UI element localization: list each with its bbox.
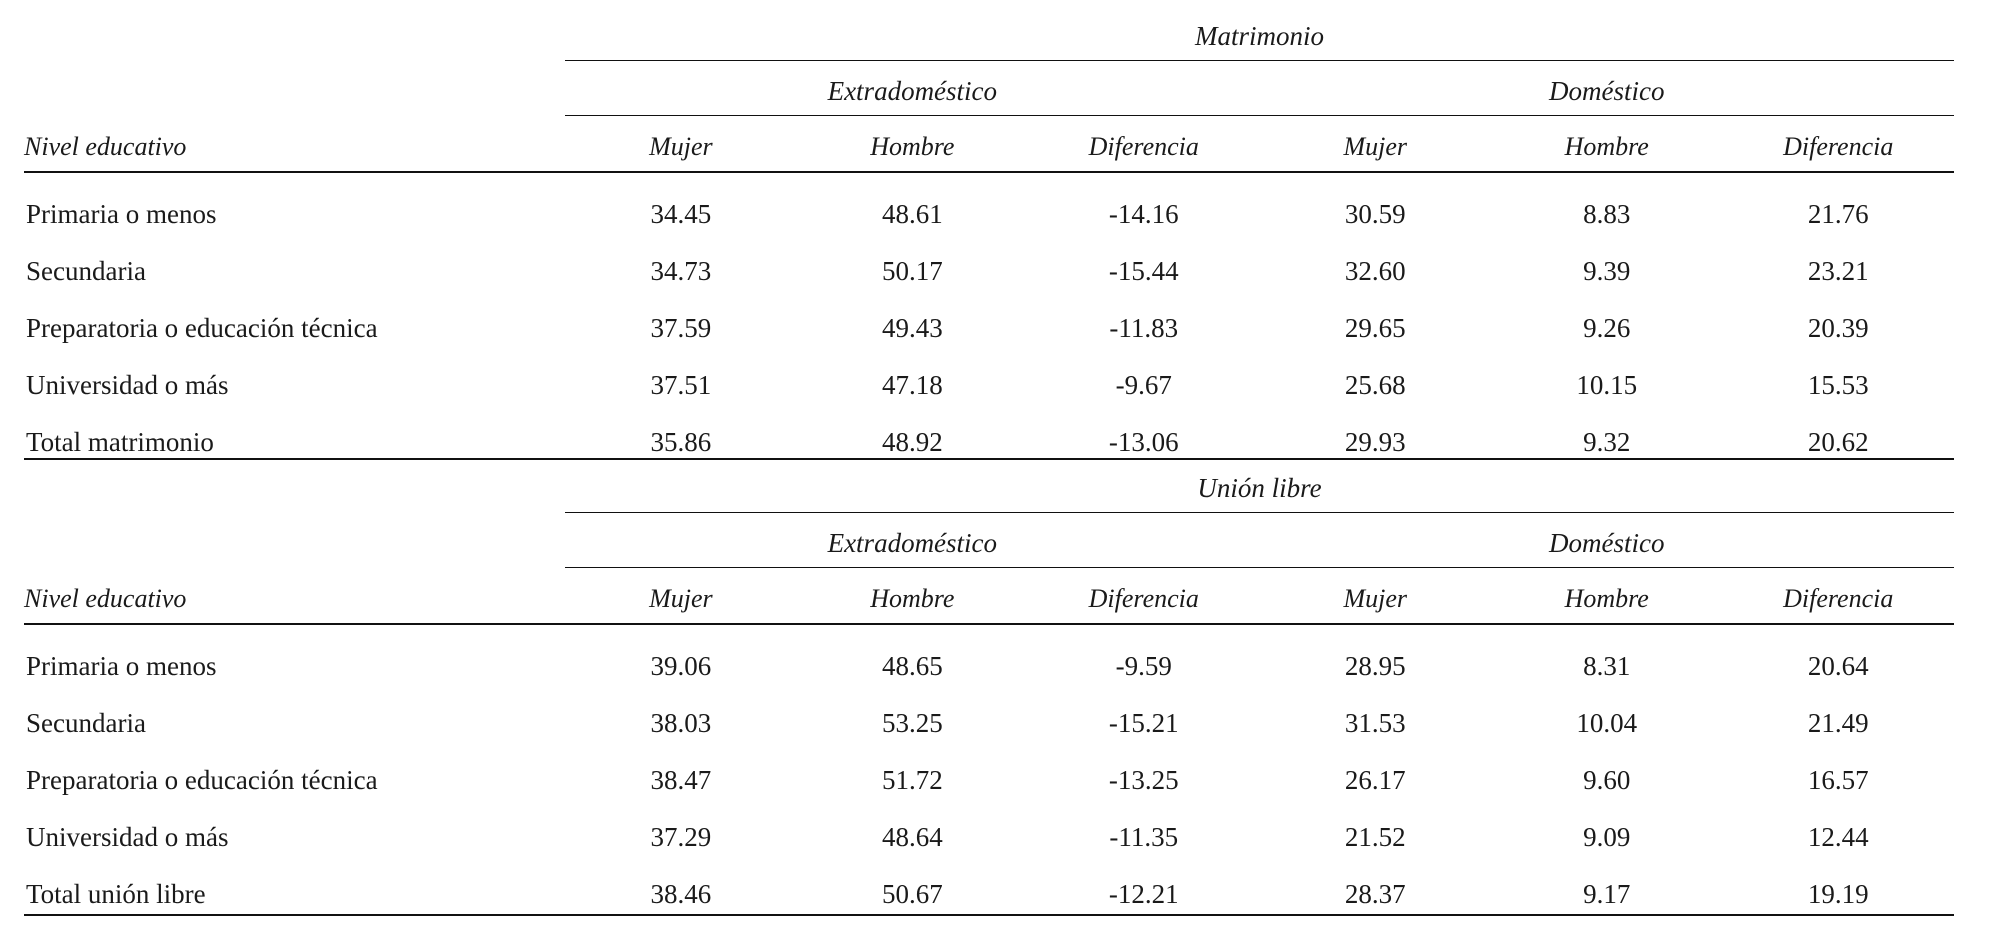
panel-title: Unión libre [565,460,1954,513]
group-title-domestico: Doméstico [1260,61,1954,116]
empty-corner [24,8,565,61]
cell-value: 48.64 [881,822,943,852]
column-header-diferencia-domestico: Diferencia [1783,132,1894,161]
row-label: Total matrimonio [26,427,214,457]
row-label: Total unión libre [26,879,206,909]
cell-value: 8.31 [1583,651,1631,681]
cell-value-inner: 29.93 [1344,427,1406,457]
row-label: Secundaria [26,256,146,286]
cell-value: 10.15 [1576,370,1638,400]
column-header-nivel-educativo: Nivel educativo [24,132,187,161]
cell-value: 30.59 [1344,199,1406,229]
column-header-diferencia-extradomestico: Diferencia [1088,584,1199,613]
cell-value: -13.25 [1108,765,1179,795]
column-header-mujer-domestico: Mujer [1343,584,1408,613]
cell-value: 29.65 [1344,313,1406,343]
cell-value: 26.17 [1344,765,1406,795]
cell-value: -9.59 [1115,651,1172,681]
cell-value: 21.49 [1807,708,1869,738]
table-row [24,624,1954,682]
cell-value: 9.60 [1583,765,1631,795]
group-title-domestico: Doméstico [1260,513,1954,568]
cell-value: 12.44 [1807,822,1869,852]
cell-value: 20.39 [1807,313,1869,343]
table-union-libre [24,460,1954,910]
cell-value: -9.67 [1115,370,1172,400]
cell-value: 15.53 [1807,370,1869,400]
table-matrimonio [24,8,1954,458]
column-header-mujer-extradomestico: Mujer [649,132,713,161]
cell-value: 28.37 [1344,879,1406,909]
cell-value: 16.57 [1807,765,1869,795]
cell-value: 19.19 [1807,879,1869,909]
cell-value: 8.83 [1583,199,1631,229]
cell-value: 32.60 [1344,256,1406,286]
column-header-mujer-extradomestico: Mujer [649,584,713,613]
cell-value: -11.35 [1109,822,1179,852]
cell-value: 48.65 [881,651,943,681]
cell-value: 48.92 [881,427,943,457]
empty-corner [24,61,565,116]
table-row [24,172,1954,230]
cell-value: 9.32 [1583,427,1631,457]
cell-value: 49.43 [881,313,943,343]
cell-value: 47.18 [881,370,943,400]
cell-value: 48.61 [881,199,943,229]
cell-value: 20.62 [1807,427,1869,457]
row-label: Preparatoria o educación técnica [26,765,378,795]
cell-value: 53.25 [881,708,943,738]
cell-value: 34.73 [650,256,712,286]
panel-title: Matrimonio [565,8,1954,61]
cell-value: 39.06 [650,651,712,681]
cell-value: 9.17 [1583,879,1631,909]
cell-value: -13.06 [1108,427,1179,457]
group-title-extradomestico: Extradoméstico [565,513,1259,568]
cell-value: 20.64 [1807,651,1869,681]
column-header-row [24,568,1954,625]
cell-value: 28.95 [1344,651,1406,681]
column-header-diferencia-domestico: Diferencia [1783,584,1894,613]
cell-value: -11.83 [1109,313,1179,343]
cell-value: 50.17 [881,256,943,286]
column-header-diferencia-extradomestico: Diferencia [1088,132,1199,161]
panel-title-row [24,8,1954,61]
group-title-extradomestico: Extradoméstico [565,61,1259,116]
column-header-row [24,116,1954,173]
table-row-total [24,853,1954,910]
table-row [24,682,1954,739]
cell-value: -15.21 [1108,708,1179,738]
cell-value: 9.09 [1583,822,1631,852]
column-header-hombre-extradomestico: Hombre [870,584,955,613]
table-bottom-rule [24,914,1954,916]
column-header-hombre-domestico: Hombre [1564,584,1649,613]
cell-value [1260,401,1491,458]
table-row [24,230,1954,287]
column-header-nivel-educativo: Nivel educativo [24,584,187,613]
cell-value: 23.21 [1807,256,1869,286]
cell-value: 9.26 [1583,313,1631,343]
column-header-hombre-extradomestico: Hombre [870,132,955,161]
cell-value: 10.04 [1576,708,1638,738]
cell-value: 9.39 [1583,256,1631,286]
cell-value: 25.68 [1344,370,1406,400]
table-row [24,344,1954,401]
cell-value: -12.21 [1108,879,1179,909]
row-label: Primaria o menos [26,651,217,681]
row-label: Secundaria [26,708,146,738]
panel-title-row [24,460,1954,513]
cell-value: 37.59 [650,313,712,343]
cell-value: -15.44 [1108,256,1179,286]
row-label: Universidad o más [26,822,229,852]
group-title-row [24,513,1954,568]
cell-value: 51.72 [881,765,943,795]
cell-value: 50.67 [881,879,943,909]
empty-corner [24,513,565,568]
column-header-hombre-domestico: Hombre [1564,132,1649,161]
cell-value: 21.76 [1807,199,1869,229]
cell-value: 38.03 [650,708,712,738]
cell-value: 38.46 [650,879,712,909]
table-row [24,739,1954,796]
empty-corner [24,460,565,513]
cell-value: 38.47 [650,765,712,795]
group-title-row [24,61,1954,116]
cell-value: 31.53 [1344,708,1406,738]
row-label: Preparatoria o educación técnica [26,313,378,343]
table-row [24,287,1954,344]
cell-value: 34.45 [650,199,712,229]
column-header-mujer-domestico: Mujer [1343,132,1408,161]
row-label: Primaria o menos [26,199,217,229]
cell-value: 35.86 [650,427,712,457]
row-label: Universidad o más [26,370,229,400]
table-row-total [24,401,1954,458]
cell-value: 37.51 [650,370,712,400]
cell-value: 21.52 [1344,822,1406,852]
table-row [24,796,1954,853]
cell-value: 37.29 [650,822,712,852]
cell-value: -14.16 [1108,199,1179,229]
